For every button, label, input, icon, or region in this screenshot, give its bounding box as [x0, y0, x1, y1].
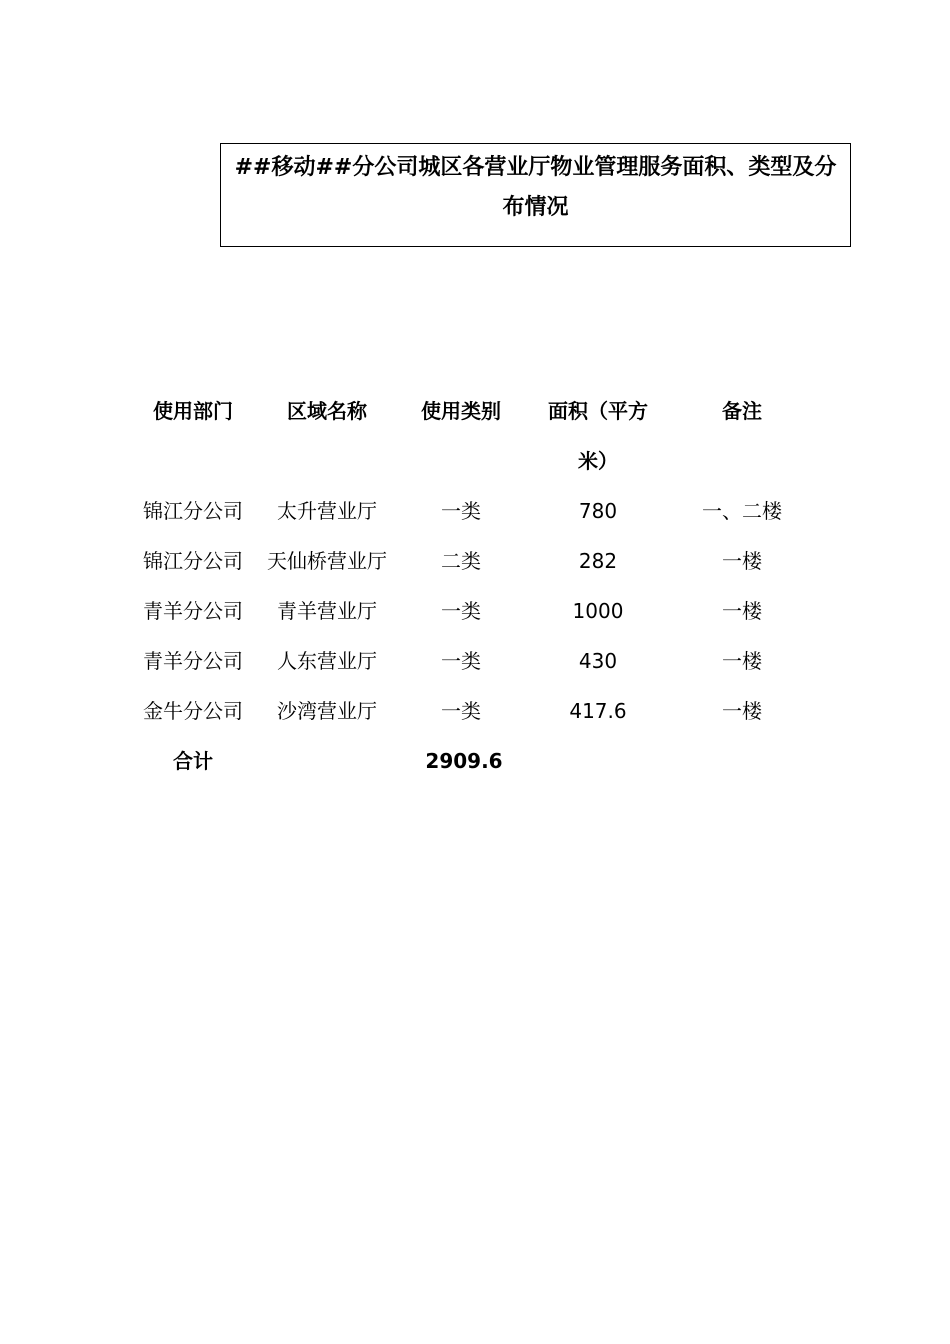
cell-department: 青羊分公司	[143, 649, 243, 673]
table-row	[126, 686, 816, 736]
cell-area: 1000	[572, 599, 624, 623]
cell-area-name-label: 天仙桥营业厅	[267, 549, 387, 573]
cell-department: 青羊分公司	[143, 599, 243, 623]
header-area-name: 区域名称	[287, 399, 367, 423]
cell-area: 430	[578, 649, 618, 673]
table-row	[126, 486, 816, 536]
property-area-table	[126, 386, 816, 786]
header-usage-type: 使用类别	[421, 399, 501, 423]
document-title-box	[220, 143, 851, 247]
header-department: 使用部门	[153, 399, 233, 423]
cell-area: 282	[578, 549, 618, 573]
cell-department: 锦江分公司	[143, 499, 243, 523]
total-label: 合计	[173, 749, 213, 773]
cell-area-name: 沙湾营业厅	[277, 699, 377, 723]
table-row	[126, 636, 816, 686]
total-remarks	[668, 736, 816, 786]
cell-remarks: 一楼	[722, 549, 762, 573]
table-header-row	[126, 386, 816, 486]
cell-area-name	[260, 536, 394, 586]
cell-area-name: 青羊营业厅	[277, 599, 377, 623]
cell-remarks: 一楼	[722, 699, 762, 723]
table-row	[126, 586, 816, 636]
header-area-label: 面积（平方米）	[548, 399, 648, 473]
document-title: ##移动##分公司城区各营业厅物业管理服务面积、类型及分布情况	[234, 155, 837, 220]
cell-usage-type: 二类	[441, 549, 481, 573]
cell-area: 780	[578, 499, 618, 523]
header-remarks: 备注	[722, 399, 762, 423]
cell-department: 金牛分公司	[143, 699, 243, 723]
cell-remarks: 一楼	[722, 599, 762, 623]
cell-remarks: 一楼	[722, 649, 762, 673]
cell-usage-type: 一类	[441, 599, 481, 623]
cell-usage-type: 一类	[441, 649, 481, 673]
cell-area-name: 太升营业厅	[277, 499, 377, 523]
cell-area-name: 人东营业厅	[277, 649, 377, 673]
cell-area: 417.6	[569, 699, 627, 723]
cell-department: 锦江分公司	[143, 549, 243, 573]
total-value: 2909.6	[425, 749, 503, 773]
cell-usage-type: 一类	[441, 499, 481, 523]
cell-remarks: 一、二楼	[702, 499, 782, 523]
table-row	[126, 536, 816, 586]
cell-usage-type: 一类	[441, 699, 481, 723]
total-row	[126, 736, 816, 786]
header-area	[528, 386, 668, 486]
